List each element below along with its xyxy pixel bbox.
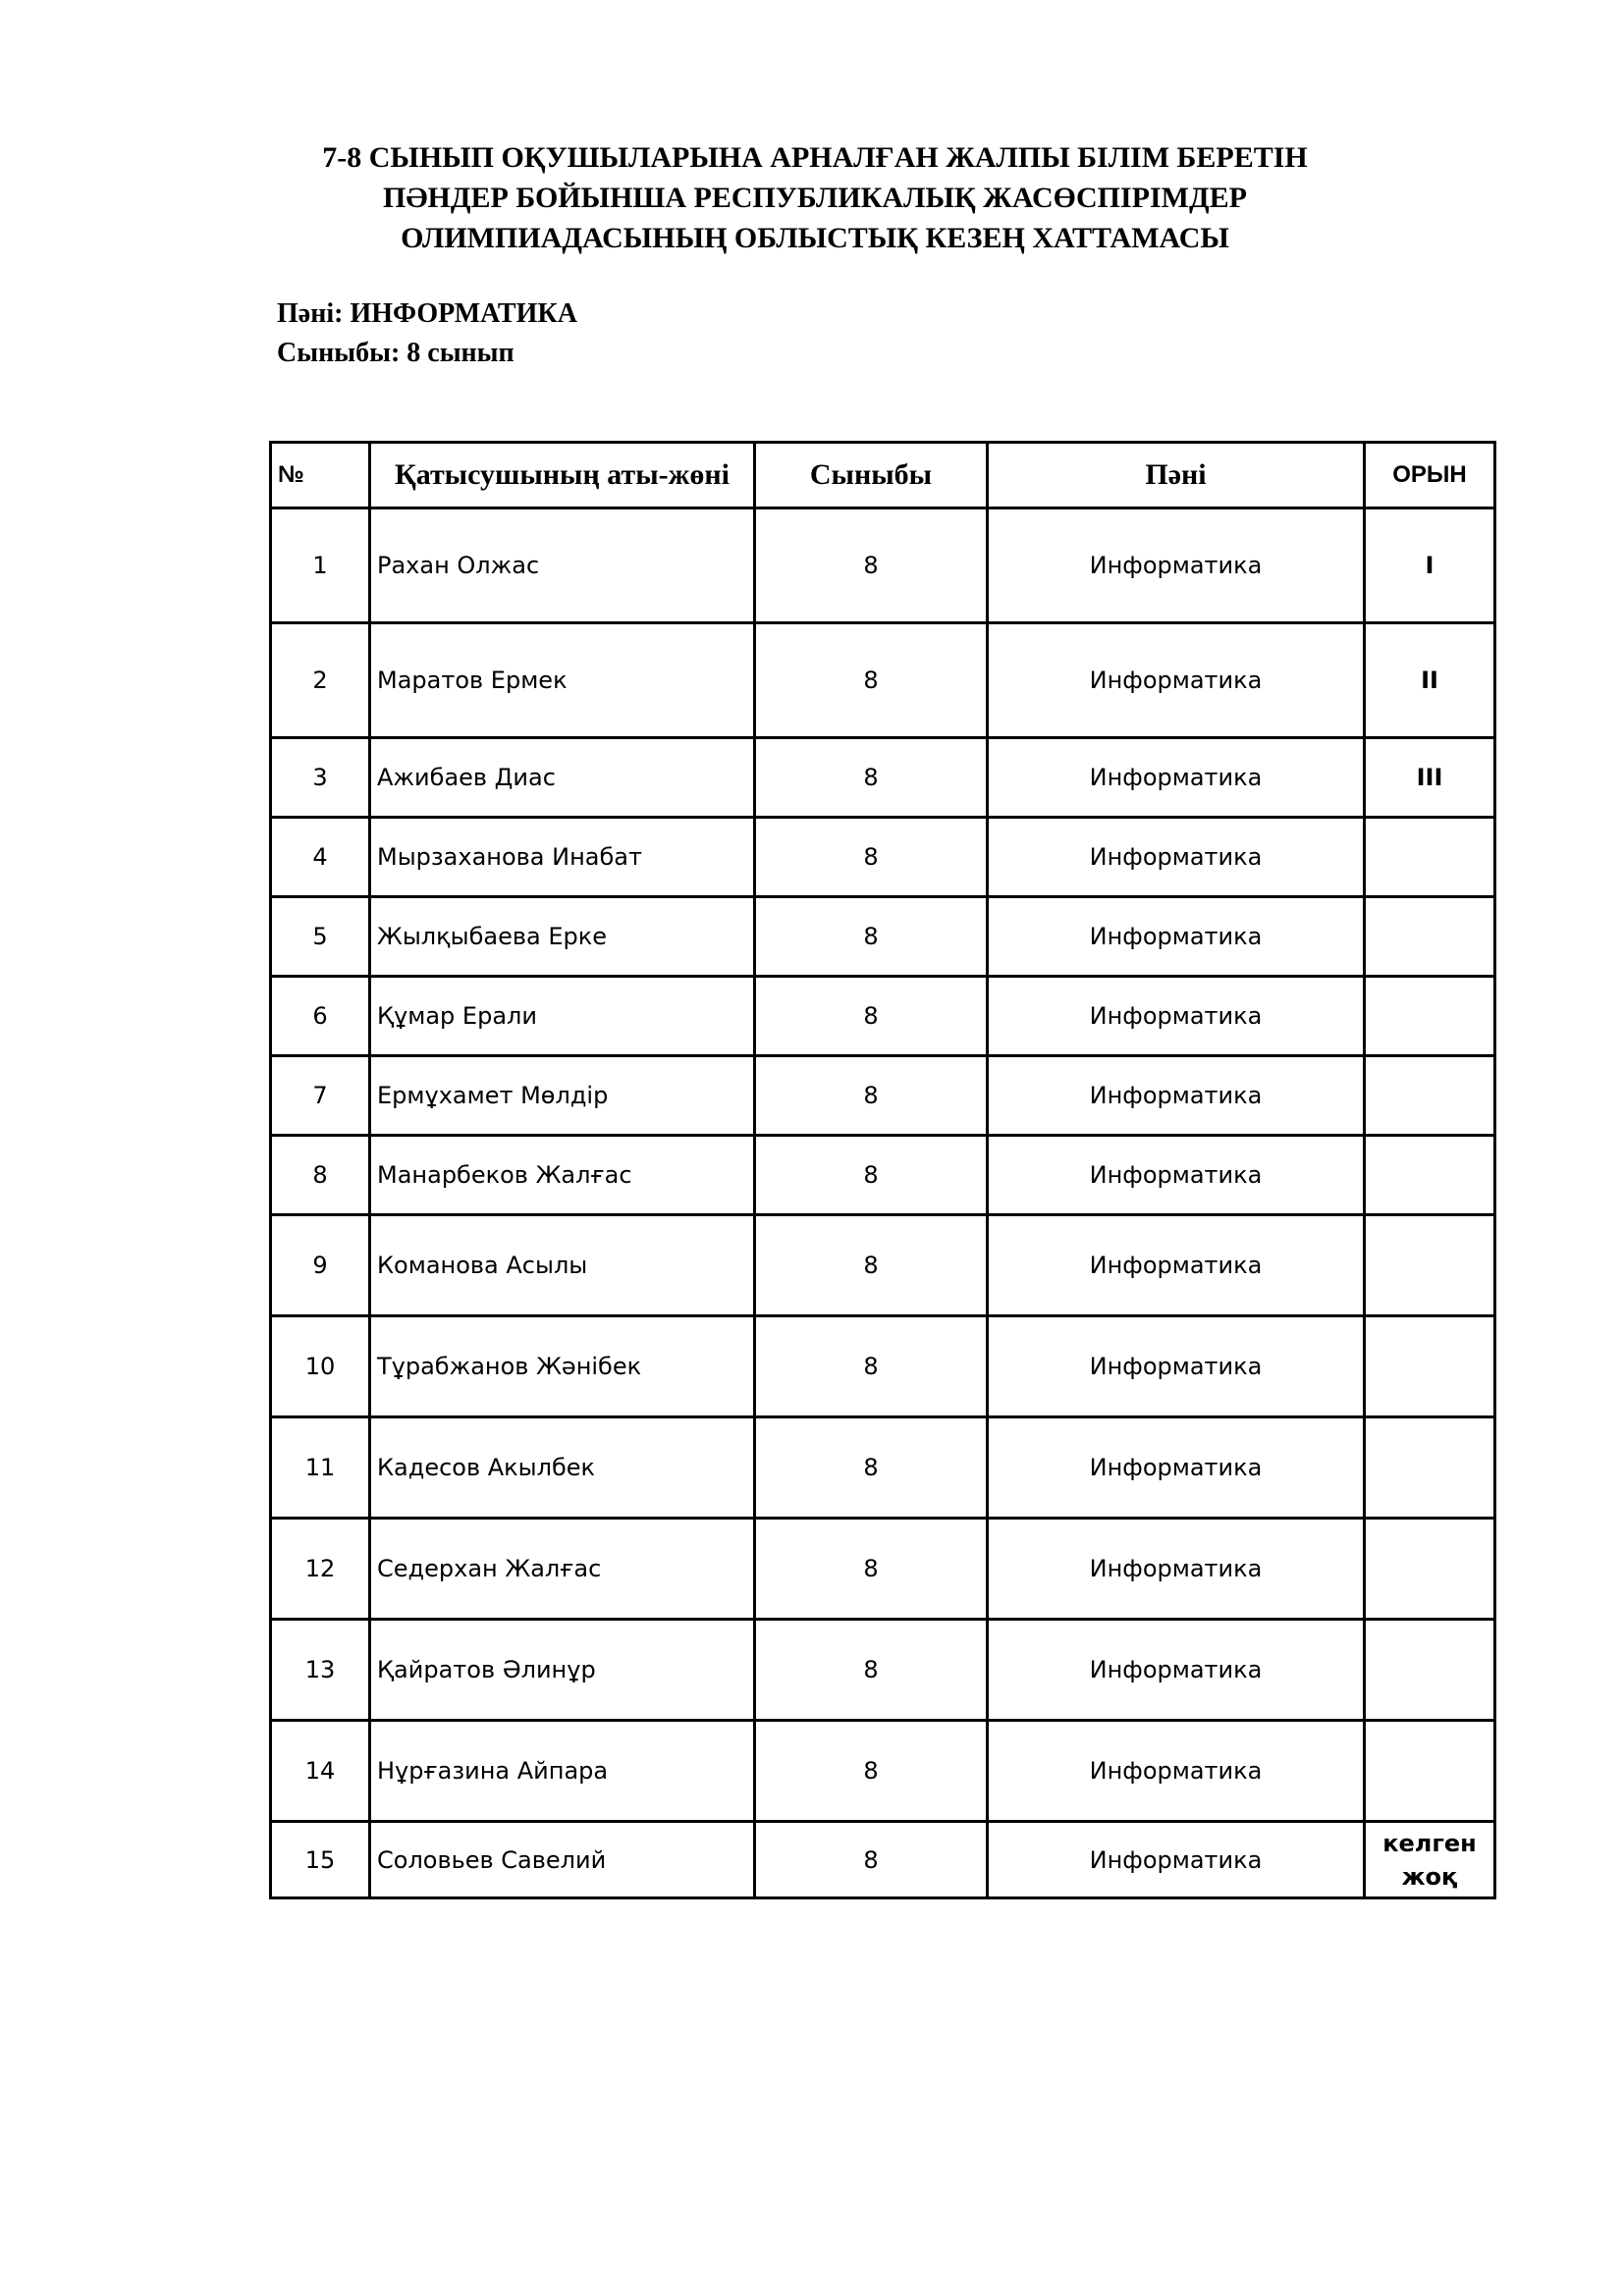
cell-name: Құмар Ерали [370, 977, 755, 1056]
cell-grade: 8 [755, 897, 988, 977]
table-row [271, 738, 1495, 818]
title-line-3: ОЛИМПИАДАСЫНЫҢ ОБЛЫСТЫҚ КЕЗЕҢ ХАТТАМАСЫ [401, 222, 1229, 254]
cell-place [1365, 1316, 1495, 1417]
cell-place [1365, 977, 1495, 1056]
cell-number: 4 [271, 818, 370, 897]
cell-place: I [1365, 508, 1495, 623]
cell-subject: Информатика [988, 1316, 1365, 1417]
cell-subject: Информатика [988, 818, 1365, 897]
cell-number: 1 [271, 508, 370, 623]
header-subject: Пәні [988, 443, 1365, 508]
cell-subject: Информатика [988, 1721, 1365, 1822]
cell-place: II [1365, 623, 1495, 738]
table-row [271, 508, 1495, 623]
cell-number: 15 [271, 1822, 370, 1898]
cell-grade: 8 [755, 977, 988, 1056]
cell-name: Қайратов Әлинұр [370, 1620, 755, 1721]
table-row [271, 977, 1495, 1056]
cell-subject: Информатика [988, 623, 1365, 738]
cell-number: 10 [271, 1316, 370, 1417]
cell-grade: 8 [755, 1417, 988, 1519]
cell-name: Ажибаев Диас [370, 738, 755, 818]
cell-grade: 8 [755, 1056, 988, 1136]
table-row [271, 1056, 1495, 1136]
cell-grade: 8 [755, 1215, 988, 1316]
cell-number: 14 [271, 1721, 370, 1822]
cell-name: Соловьев Савелий [370, 1822, 755, 1898]
cell-name: Нұрғазина Айпара [370, 1721, 755, 1822]
cell-grade: 8 [755, 1822, 988, 1898]
table-row [271, 623, 1495, 738]
cell-number: 8 [271, 1136, 370, 1215]
cell-place [1365, 1519, 1495, 1620]
title-line-1: 7-8 СЫНЫП ОҚУШЫЛАРЫНА АРНАЛҒАН ЖАЛПЫ БІЛІМ БЕРЕТІН [322, 141, 1308, 174]
cell-place [1365, 818, 1495, 897]
cell-place: III [1365, 738, 1495, 818]
cell-place [1365, 897, 1495, 977]
cell-name: Жылқыбаева Ерке [370, 897, 755, 977]
document-meta [277, 294, 577, 373]
cell-place [1365, 1417, 1495, 1519]
table-row [271, 1822, 1495, 1898]
cell-grade: 8 [755, 1316, 988, 1417]
cell-name: Ермұхамет Мөлдір [370, 1056, 755, 1136]
cell-place [1365, 1721, 1495, 1822]
cell-subject: Информатика [988, 1519, 1365, 1620]
cell-place [1365, 1136, 1495, 1215]
cell-name: Тұрабжанов Жәнібек [370, 1316, 755, 1417]
results-table [269, 441, 1496, 1899]
cell-subject: Информатика [988, 1215, 1365, 1316]
cell-number: 7 [271, 1056, 370, 1136]
title-line-2: ПӘНДЕР БОЙЫНША РЕСПУБЛИКАЛЫҚ ЖАСӨСПІРІМДЕР [383, 182, 1247, 214]
cell-name: Команова Асылы [370, 1215, 755, 1316]
table-header-row [271, 443, 1495, 508]
cell-subject: Информатика [988, 897, 1365, 977]
table-row [271, 1316, 1495, 1417]
document-title [275, 137, 1355, 258]
place-note-line-2: жоқ [1401, 1862, 1458, 1891]
header-place: ОРЫН [1365, 443, 1495, 508]
cell-place [1365, 1215, 1495, 1316]
cell-subject: Информатика [988, 977, 1365, 1056]
cell-number: 11 [271, 1417, 370, 1519]
header-grade: Сыныбы [755, 443, 988, 508]
cell-number: 13 [271, 1620, 370, 1721]
table-row [271, 818, 1495, 897]
table-row [271, 1215, 1495, 1316]
cell-number: 6 [271, 977, 370, 1056]
cell-number: 5 [271, 897, 370, 977]
cell-subject: Информатика [988, 1822, 1365, 1898]
cell-subject: Информатика [988, 1620, 1365, 1721]
cell-name: Маратов Ермек [370, 623, 755, 738]
cell-place [1365, 1620, 1495, 1721]
cell-subject: Информатика [988, 1417, 1365, 1519]
table-row [271, 1721, 1495, 1822]
cell-name: Седерхан Жалғас [370, 1519, 755, 1620]
table-row [271, 1136, 1495, 1215]
cell-grade: 8 [755, 1721, 988, 1822]
place-note-line-1: келген [1382, 1829, 1477, 1857]
cell-subject: Информатика [988, 1056, 1365, 1136]
cell-grade: 8 [755, 1136, 988, 1215]
cell-subject: Информатика [988, 738, 1365, 818]
cell-name: Рахан Олжас [370, 508, 755, 623]
cell-grade: 8 [755, 623, 988, 738]
cell-grade: 8 [755, 1620, 988, 1721]
cell-grade: 8 [755, 1519, 988, 1620]
cell-number: 12 [271, 1519, 370, 1620]
cell-grade: 8 [755, 738, 988, 818]
header-number: № [271, 443, 370, 508]
cell-name: Кадесов Акылбек [370, 1417, 755, 1519]
cell-name: Манарбеков Жалғас [370, 1136, 755, 1215]
grade-line: Сыныбы: 8 сынып [277, 338, 514, 368]
table-row [271, 1417, 1495, 1519]
header-participant-name: Қатысушының аты-жөні [370, 443, 755, 508]
cell-grade: 8 [755, 508, 988, 623]
cell-number: 9 [271, 1215, 370, 1316]
cell-name: Мырзаханова Инабат [370, 818, 755, 897]
subject-line: Пәні: ИНФОРМАТИКА [277, 298, 577, 329]
cell-place [1365, 1056, 1495, 1136]
cell-place [1365, 1822, 1495, 1898]
table-row [271, 897, 1495, 977]
table-row [271, 1620, 1495, 1721]
table-row [271, 1519, 1495, 1620]
cell-subject: Информатика [988, 1136, 1365, 1215]
cell-number: 2 [271, 623, 370, 738]
cell-subject: Информатика [988, 508, 1365, 623]
cell-grade: 8 [755, 818, 988, 897]
cell-number: 3 [271, 738, 370, 818]
